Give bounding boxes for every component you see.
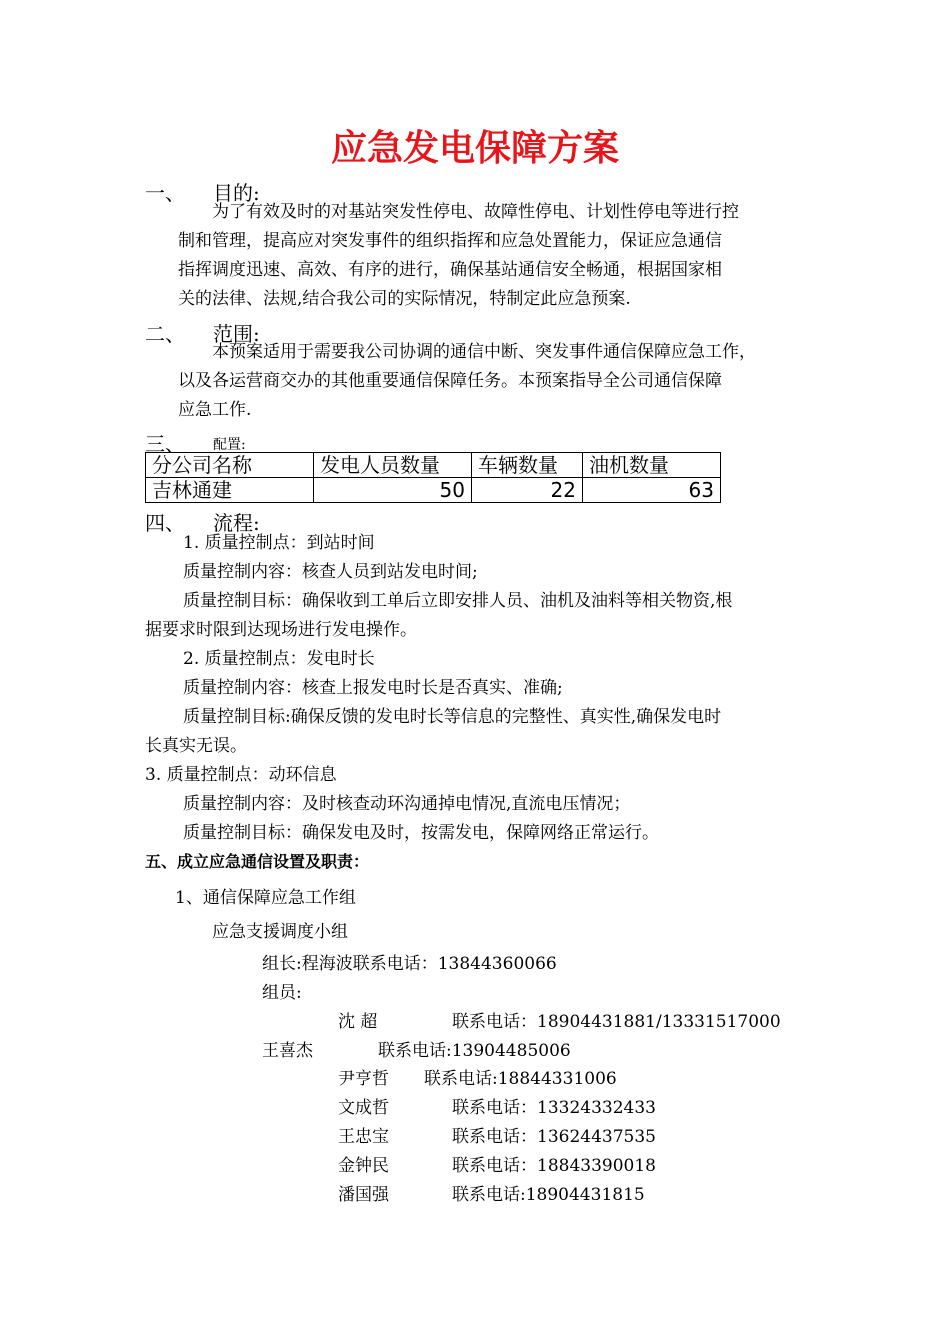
table-header-cell: 分公司名称	[146, 453, 314, 478]
section-5-heading: 五、成立应急通信设置及职责：	[145, 852, 370, 871]
process-line: 1. 质量控制点：到站时间	[183, 533, 375, 553]
process-line: 质量控制目标：确保收到工单后立即安排人员、油机及油料等相关物资,根	[183, 591, 733, 611]
table-header-cell: 油机数量	[583, 453, 721, 478]
member-name: 金钟民	[338, 1156, 389, 1176]
paragraph-line: 本预案适用于需要我公司协调的通信中断、突发事件通信保障应急工作，	[212, 342, 756, 362]
table-cell: 63	[583, 478, 721, 503]
member-phone: 联系电话:13904485006	[378, 1041, 571, 1061]
process-line: 质量控制目标:确保反馈的发电时长等信息的完整性、真实性,确保发电时	[183, 707, 722, 727]
process-line: 质量控制内容：核查人员到站发电时间;	[183, 562, 478, 582]
paragraph-line: 制和管理，提高应对突发事件的组织指挥和应急处置能力，保证应急通信	[178, 231, 722, 251]
document-title: 应急发电保障方案	[330, 128, 619, 169]
paragraph-line: 应急工作.	[178, 400, 252, 420]
section-number: 二、	[145, 322, 185, 346]
member-name: 王忠宝	[338, 1127, 389, 1147]
member-phone: 联系电话：18843390018	[452, 1156, 656, 1176]
table-cell: 50	[314, 478, 472, 503]
paragraph-line: 以及各运营商交办的其他重要通信保障任务。本预案指导全公司通信保障	[178, 371, 722, 391]
subsection-heading: 1、通信保障应急工作组	[175, 888, 356, 908]
process-line: 质量控制内容：及时核查动环沟通掉电情况,直流电压情况；	[183, 794, 631, 814]
group-leader: 组长:程海波联系电话：13844360066	[262, 954, 557, 974]
table-header-cell: 发电人员数量	[314, 453, 472, 478]
section-number: 四、	[145, 511, 185, 535]
members-label: 组员:	[262, 983, 302, 1003]
section-label: 目的:	[213, 181, 260, 205]
group-name: 应急支援调度小组	[212, 922, 348, 942]
section-number: 一、	[145, 181, 185, 205]
process-line: 长真实无误。	[145, 736, 247, 756]
section-label: 流程:	[213, 511, 260, 535]
member-name: 王喜杰	[262, 1041, 313, 1061]
member-name: 尹亨哲	[338, 1069, 389, 1089]
paragraph-line: 为了有效及时的对基站突发性停电、故障性停电、计划性停电等进行控	[212, 202, 739, 222]
member-phone: 联系电话:18904431815	[452, 1185, 645, 1205]
table-header-row	[146, 453, 721, 478]
table-cell: 吉林通建	[146, 478, 314, 503]
process-line: 据要求时限到达现场进行发电操作。	[145, 620, 417, 640]
process-line: 质量控制内容：核查上报发电时长是否真实、准确;	[183, 678, 563, 698]
process-line: 2. 质量控制点：发电时长	[183, 649, 375, 669]
table-row	[146, 478, 721, 503]
paragraph-line: 关的法律、法规,结合我公司的实际情况，特制定此应急预案.	[178, 289, 631, 309]
config-table	[145, 452, 721, 503]
section-label: 范围:	[213, 322, 260, 346]
paragraph-line: 指挥调度迅速、高效、有序的进行，确保基站通信安全畅通，根据国家相	[178, 260, 722, 280]
member-name: 沈 超	[338, 1012, 378, 1032]
member-phone: 联系电话：18904431881/13331517000	[452, 1012, 781, 1032]
process-line: 3. 质量控制点：动环信息	[145, 765, 337, 785]
section-label: 配置:	[213, 437, 246, 453]
table-header-cell: 车辆数量	[472, 453, 583, 478]
member-name: 文成哲	[338, 1098, 389, 1118]
member-name: 潘国强	[338, 1185, 389, 1205]
table-cell: 22	[472, 478, 583, 503]
member-phone: 联系电话：13324332433	[452, 1098, 656, 1118]
member-phone: 联系电话:18844331006	[424, 1069, 617, 1089]
member-phone: 联系电话：13624437535	[452, 1127, 656, 1147]
section-number: 三、	[145, 432, 185, 456]
process-line: 质量控制目标：确保发电及时，按需发电，保障网络正常运行。	[183, 823, 659, 843]
